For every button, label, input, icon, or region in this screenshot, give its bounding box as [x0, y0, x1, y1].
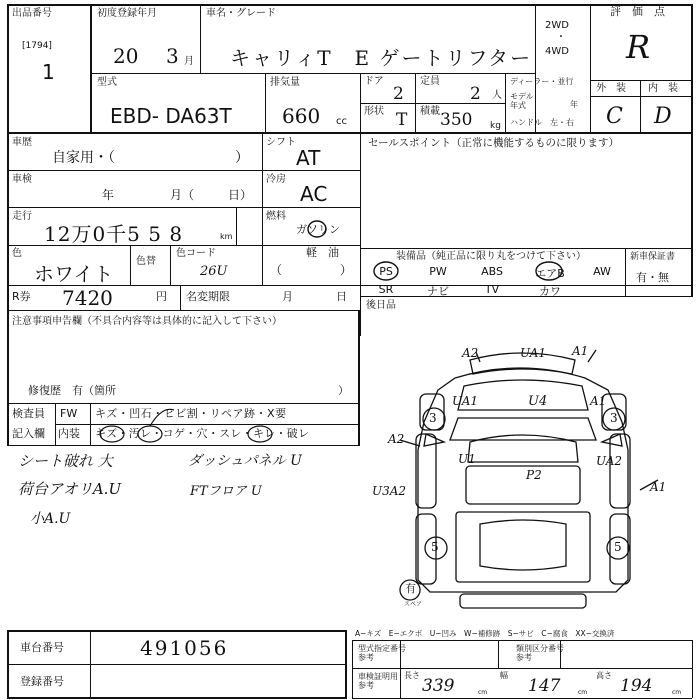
color-code-value: 26U	[200, 264, 228, 279]
mark-right-door: UA2	[596, 454, 623, 468]
interior-value: D	[654, 104, 672, 129]
shift-label: シフト	[266, 137, 296, 148]
mark-hood: U4	[528, 394, 548, 409]
spare-sub: スペア	[404, 601, 423, 608]
interior-label: 内 装	[648, 83, 678, 94]
width-label: 幅	[500, 671, 508, 680]
notes-label: 注意事項申告欄（不具合内容等は具体的に記入して下さい）	[12, 316, 282, 327]
designation-label: 型式指定番号 参考	[358, 644, 406, 662]
equipment-leather: カワ	[539, 285, 561, 298]
height-value: 194	[620, 676, 653, 696]
note-seat-torn: シート破れ 大	[18, 452, 113, 470]
score-label: 評 価 点	[610, 5, 665, 18]
repair-label: 修復歴 有（箇所	[28, 384, 116, 397]
doors-value: 2	[393, 84, 404, 104]
length-value: 339	[422, 676, 455, 696]
inspector-label-2: 記入欄	[12, 427, 45, 440]
mileage-unit: km	[220, 232, 233, 241]
history-value: 自家用・（	[52, 150, 115, 166]
equipment-abs: ABS	[481, 265, 503, 278]
equipment-label: 装備品（純正品に限り丸をつけて下さい）	[396, 251, 586, 262]
year-unit: 年	[570, 100, 578, 109]
displacement-label: 排気量	[270, 77, 300, 88]
recycle-value: 7420	[62, 286, 113, 310]
ac-value: AC	[300, 182, 328, 206]
equipment-circle-marks	[360, 258, 590, 286]
color-change-label: 色替	[136, 256, 156, 267]
equipment-airbag: エアB	[535, 267, 565, 280]
inspection-day: 日）	[228, 188, 253, 202]
note-small-au: 小A.U	[30, 511, 71, 527]
first-reg-label: 初度登録年月	[97, 8, 157, 19]
equipment-pw: PW	[429, 265, 447, 278]
drive-dot: ・	[556, 32, 566, 43]
color-label: 色	[12, 248, 22, 259]
drive-4wd: 4WD	[545, 46, 569, 57]
mark-front-bumper-right: A1	[572, 344, 589, 358]
rear-seat-label: 後日品	[366, 300, 396, 311]
height-label: 高さ	[596, 671, 612, 680]
name-change-label: 名変期限	[186, 290, 230, 303]
note-front-floor: FTフロア U	[190, 484, 262, 499]
mileage-value: 12万0千5 5 8	[44, 222, 184, 246]
new-car-warranty-value: 有・無	[636, 271, 669, 284]
equipment-sr: SR	[378, 283, 394, 296]
model-value: EBD- DA63T	[110, 104, 232, 128]
lot-bracket: [1794]	[22, 41, 52, 51]
inspection-year: 年	[102, 188, 115, 202]
dealer-label: ディーラー・並行	[510, 77, 574, 86]
height-unit: cm	[672, 689, 682, 696]
fuel-gasoline: ガソリン	[296, 223, 340, 236]
damage-legend: A−キズ E−エクボ U−凹み W−補修跡 S−サビ C−腐食 XX−交換済	[355, 629, 615, 638]
mark-tire-rear-left: 5	[431, 540, 439, 554]
mark-right-rear: A1	[650, 480, 667, 494]
chassis-value: 491056	[140, 636, 229, 660]
width-unit: cm	[578, 689, 588, 696]
exterior-label: 外 装	[596, 83, 626, 94]
shape-value: T	[396, 110, 408, 130]
fw-items: キズ・凹石・ヒビ割・リペア跡・X要	[95, 407, 287, 420]
mark-left-fender: UA1	[452, 394, 479, 408]
drive-2wd: 2WD	[545, 20, 569, 31]
mark-right-fender: A1	[590, 394, 607, 408]
inspector-circle-marks	[90, 398, 290, 446]
chassis-label: 車台番号	[20, 641, 64, 654]
color-value: ホワイト	[34, 262, 114, 286]
mark-cabin-roof: P2	[526, 468, 542, 482]
inspection-month: 月（	[170, 188, 195, 202]
mark-front-bumper-center: UA1	[520, 346, 547, 360]
payload-label: 積載	[420, 106, 440, 117]
length-label: 長さ	[404, 671, 420, 680]
handle-label: ハンドル 左・右	[510, 118, 574, 127]
capacity-value: 2	[470, 84, 481, 104]
model-year-label: モデル 年式	[510, 92, 534, 110]
mark-tire-front-right: 3	[610, 411, 618, 425]
mark-tire-rear-right: 5	[614, 540, 622, 554]
ac-label: 冷房	[266, 174, 286, 185]
gasoline-circle-mark	[306, 219, 328, 239]
reg-number-label: 登録番号	[20, 675, 64, 688]
repair-close: ）	[338, 384, 349, 397]
month-unit: 月	[184, 56, 194, 67]
payload-value: 350	[440, 110, 473, 130]
model-label: 型式	[97, 77, 117, 88]
lot-label: 出品番号	[12, 8, 52, 19]
mark-left-bed: U3A2	[372, 484, 407, 498]
equipment-tv: TV	[484, 283, 500, 296]
capacity-unit: 人	[492, 90, 502, 101]
fuel-paren-open: （	[270, 263, 283, 277]
note-cargo-gate: 荷台アオリA.U	[18, 480, 122, 498]
mark-front-bumper-left: A2	[462, 346, 479, 360]
history-close: ）	[235, 150, 249, 166]
doors-label: ドア	[364, 76, 384, 87]
capacity-label: 定員	[420, 76, 440, 87]
width-value: 147	[528, 676, 561, 696]
length-unit: cm	[478, 689, 488, 696]
first-reg-month: 3	[166, 44, 179, 68]
shift-value: AT	[296, 146, 321, 170]
vehicle-cert-label: 車検証明用 参考	[358, 672, 398, 690]
name-grade-value: キャリィT E ゲートリフター	[230, 46, 533, 70]
recycle-label: R券	[12, 290, 31, 303]
mark-tire-front-left: 3	[429, 411, 437, 425]
first-reg-year: 20	[113, 44, 139, 68]
name-change-day: 日	[336, 290, 347, 303]
mileage-label: 走行	[12, 211, 32, 222]
exterior-value: C	[606, 104, 623, 129]
color-code-label: 色コード	[176, 248, 216, 259]
equipment-aw: AW	[593, 265, 611, 278]
fuel-paren-close: ）	[340, 263, 353, 277]
fuel-diesel: 軽 油	[306, 246, 339, 259]
mark-left-door: U1	[458, 452, 476, 466]
equipment-navi: ナビ	[427, 285, 449, 298]
inspector-label-1: 検査員	[12, 407, 45, 420]
note-dash-panel: ダッシュパネル U	[188, 453, 302, 469]
fuel-label: 燃料	[266, 211, 286, 222]
payload-unit: kg	[490, 121, 501, 131]
displacement-unit: cc	[336, 116, 347, 127]
fw-label: FW	[60, 407, 78, 420]
shape-label: 形状	[364, 106, 384, 117]
recycle-unit: 円	[156, 290, 167, 303]
score-value: R	[626, 28, 651, 66]
inspection-label: 車検	[12, 174, 32, 185]
history-label: 車歴	[12, 137, 32, 148]
class-label: 類別区分番号 参考	[516, 644, 564, 662]
equipment-ps: PS	[379, 265, 393, 278]
sales-point-label: セールスポイント（正常に機能するものに限ります）	[368, 137, 620, 149]
displacement-value: 660	[282, 104, 321, 128]
name-grade-label: 車名・グレード	[206, 8, 276, 19]
name-change-month: 月	[282, 290, 293, 303]
mark-left-mirror: A2	[388, 432, 405, 446]
lot-number: 1	[42, 60, 55, 84]
new-car-warranty-label: 新車保証書	[630, 252, 676, 262]
spare-label: 有	[405, 582, 416, 595]
int-label: 内装	[58, 427, 80, 440]
int-items: キズ・汚レ・コゲ・穴・スレ・キレ・破レ	[95, 427, 310, 440]
